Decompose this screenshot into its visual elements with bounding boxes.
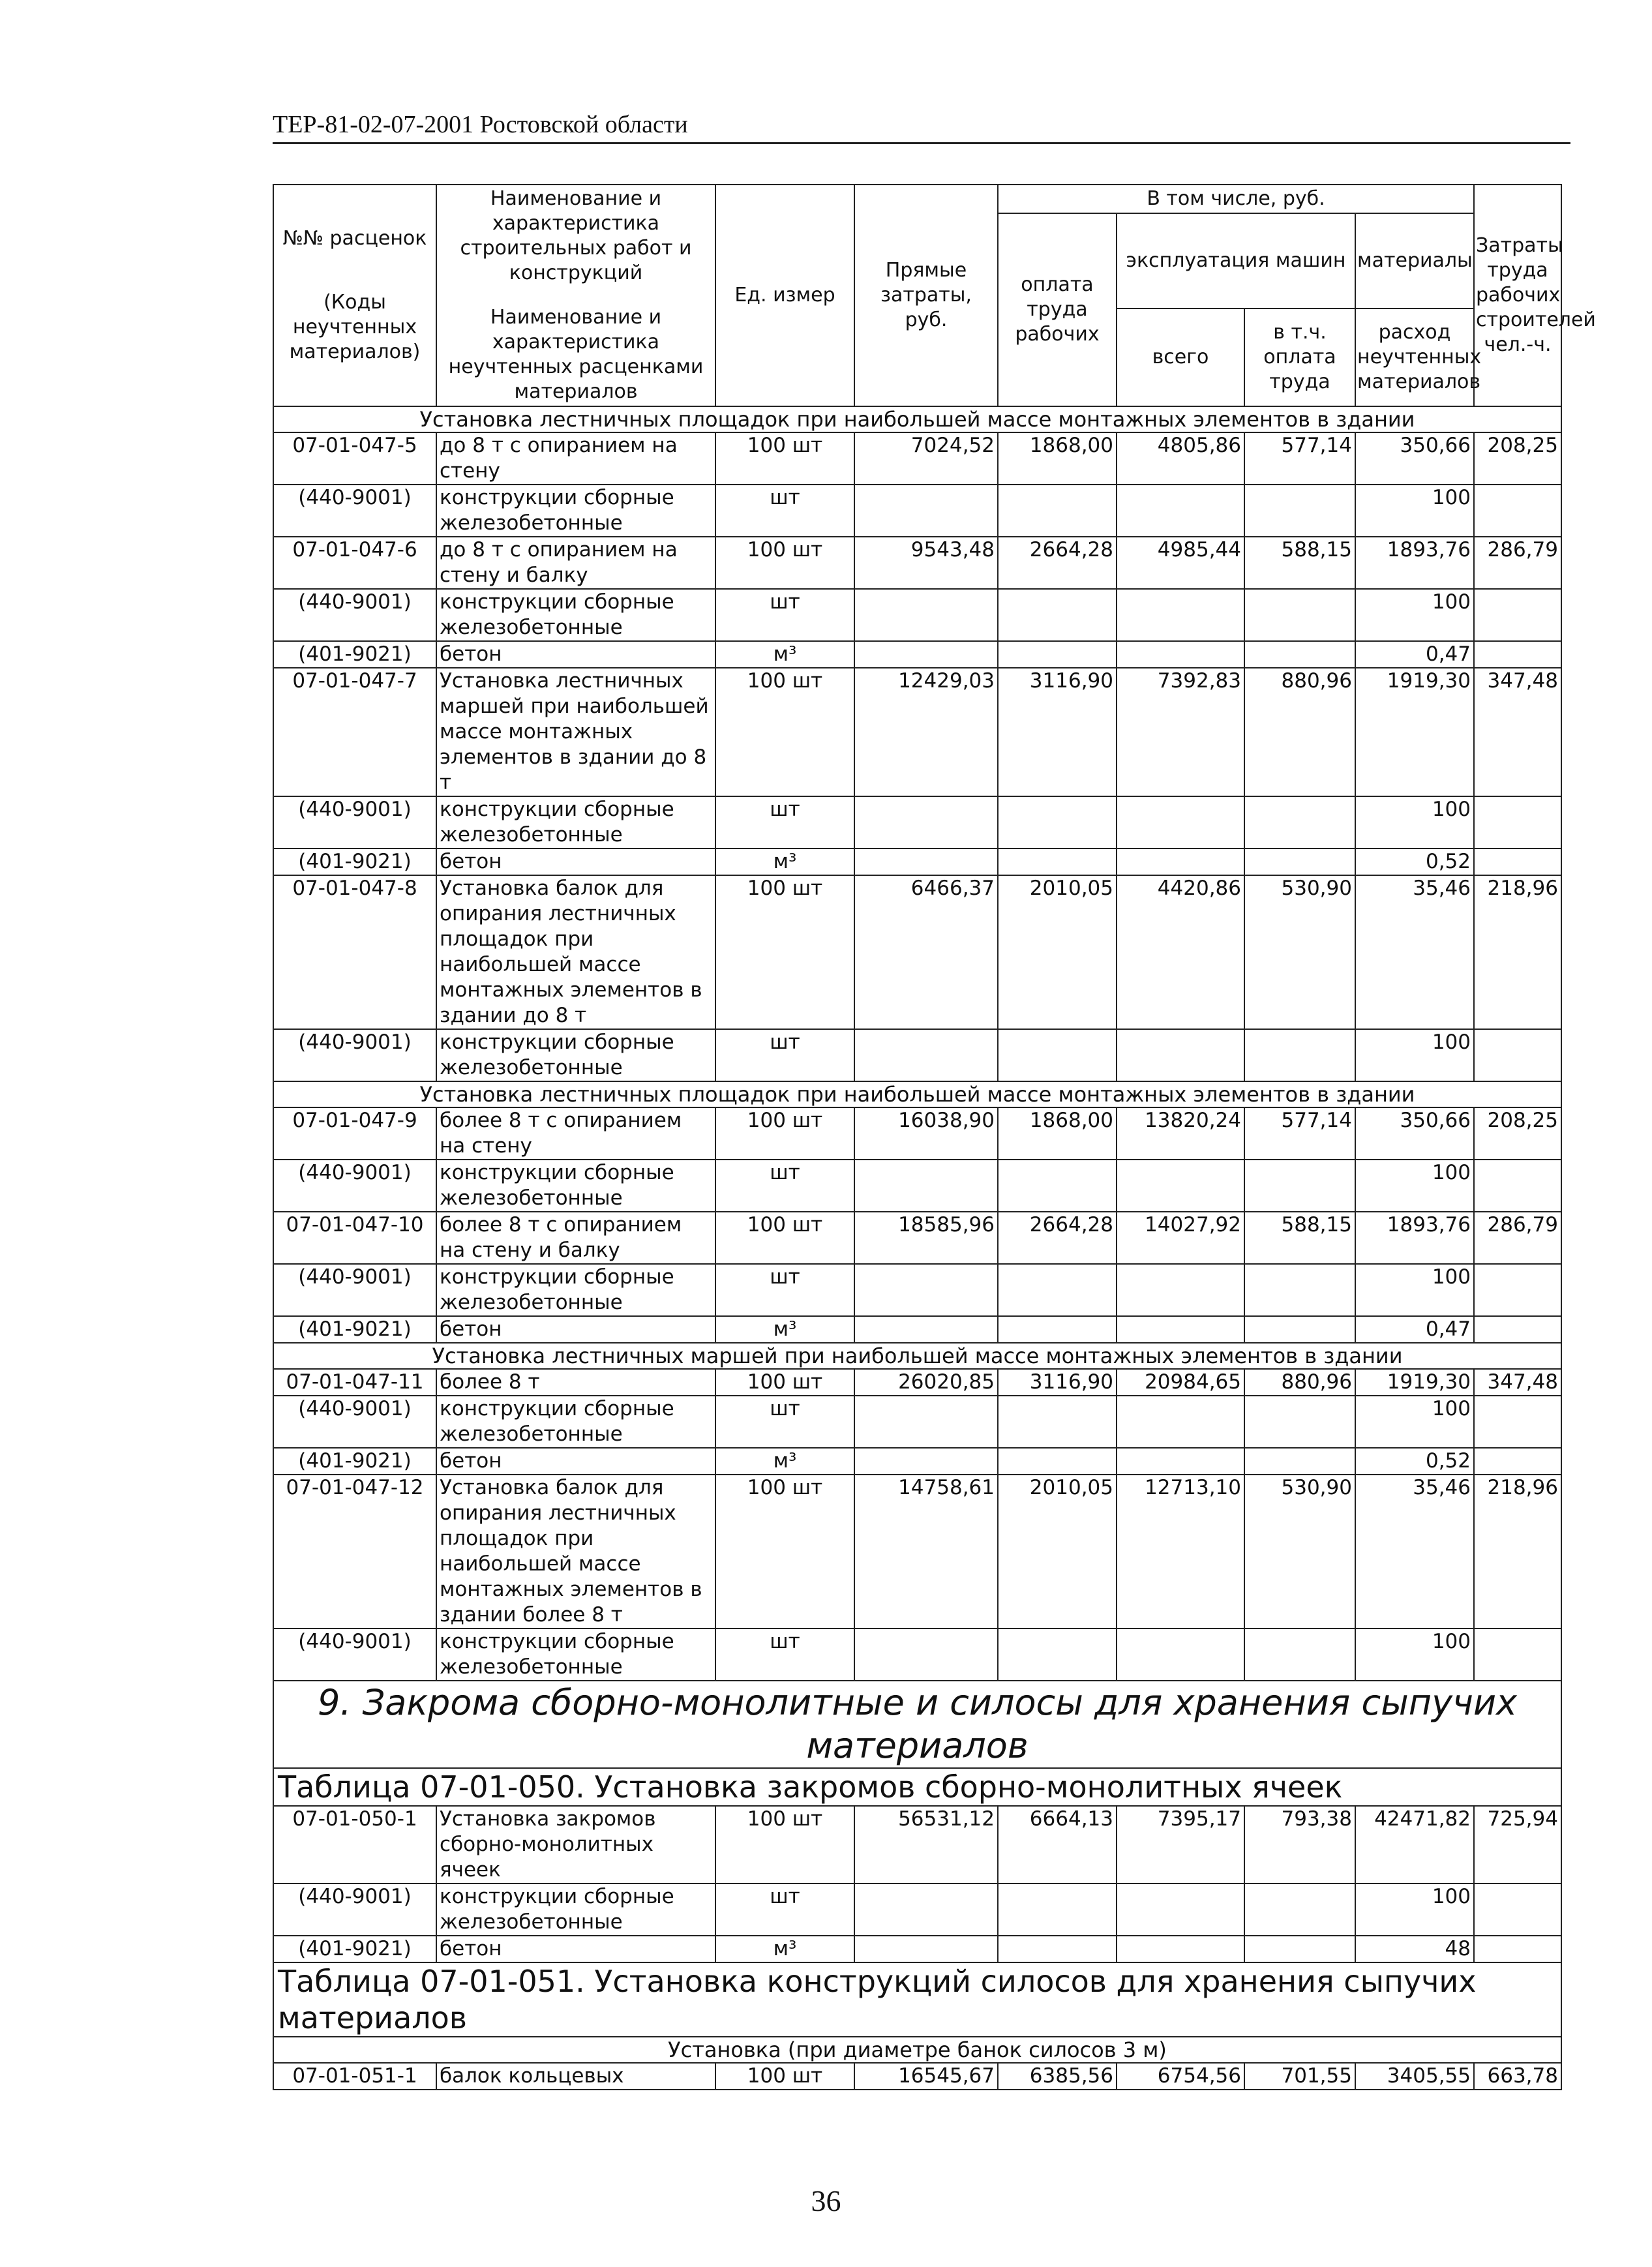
rate-code: 07-01-047-9 (273, 1107, 436, 1160)
material-qty: 100 (1355, 485, 1474, 537)
table-row (273, 1884, 1561, 1936)
table-row (273, 668, 1561, 796)
rate-code: 07-01-050-1 (273, 1806, 436, 1884)
rate-code: 07-01-047-6 (273, 537, 436, 589)
table-row (273, 432, 1561, 485)
material-unit: шт (715, 796, 854, 848)
group-title: Установка лестничных площадок при наибольшей массе монтажных элементов в здании (273, 1081, 1561, 1107)
rate-name: более 8 т с опиранием на стену (436, 1107, 715, 1160)
material-unit: шт (715, 1396, 854, 1448)
labor-pay: 3116,90 (998, 1369, 1117, 1396)
material-unit: шт (715, 589, 854, 641)
rate-name: Установка закромов сборно-монолитных ячеек (436, 1806, 715, 1884)
table-title-row (273, 1768, 1561, 1806)
material-code: (440-9001) (273, 1029, 436, 1081)
col-labor-header: Затраты труда рабочих строителей чел.-ч. (1474, 185, 1561, 406)
running-header: ТЕР-81-02-07-2001 Ростовской области (273, 110, 1570, 144)
labor-pay: 2010,05 (998, 875, 1117, 1029)
material-name: бетон (436, 1448, 715, 1475)
table-title-row (273, 1962, 1561, 2037)
table-row (273, 1029, 1561, 1081)
table-title: Таблица 07-01-050. Установка закромов сборно-монолитных ячеек (273, 1768, 1561, 1806)
materials-cost: 1919,30 (1355, 1369, 1474, 1396)
material-code: (440-9001) (273, 1884, 436, 1936)
materials-cost: 1893,76 (1355, 1212, 1474, 1264)
material-code: (401-9021) (273, 848, 436, 875)
rate-code: 07-01-047-5 (273, 432, 436, 485)
direct-cost: 7024,52 (854, 432, 998, 485)
material-code: (440-9001) (273, 589, 436, 641)
rate-name: Установка лестничных маршей при наибольшей массе монтажных элементов в здании до 8 т (436, 668, 715, 796)
material-qty: 100 (1355, 1884, 1474, 1936)
labor-pay: 1868,00 (998, 1107, 1117, 1160)
rate-unit: 100 шт (715, 1369, 854, 1396)
material-unit: шт (715, 1264, 854, 1316)
material-code: (440-9001) (273, 1264, 436, 1316)
col-code-header: №№ расценок (Коды неучтенных материалов) (273, 185, 436, 406)
material-name: бетон (436, 1936, 715, 1962)
direct-cost: 26020,85 (854, 1369, 998, 1396)
rate-unit: 100 шт (715, 1806, 854, 1884)
direct-cost: 56531,12 (854, 1806, 998, 1884)
material-unit: м³ (715, 641, 854, 668)
material-unit: шт (715, 1629, 854, 1681)
material-qty: 100 (1355, 1396, 1474, 1448)
rate-code: 07-01-047-8 (273, 875, 436, 1029)
labor-hours: 286,79 (1474, 1212, 1561, 1264)
table-row (273, 1264, 1561, 1316)
rate-name: до 8 т с опиранием на стену и балку (436, 537, 715, 589)
rate-name: балок кольцевых (436, 2063, 715, 2090)
labor-hours: 347,48 (1474, 668, 1561, 796)
materials-cost: 3405,55 (1355, 2063, 1474, 2090)
machines-total: 4985,44 (1117, 537, 1244, 589)
rate-code: 07-01-047-10 (273, 1212, 436, 1264)
material-name: конструкции сборные железобетонные (436, 1029, 715, 1081)
machines-total: 6754,56 (1117, 2063, 1244, 2090)
table-title: Таблица 07-01-051. Установка конструкций силосов для хранения сыпучих материалов (273, 1962, 1561, 2037)
table-row (273, 875, 1561, 1029)
material-code: (440-9001) (273, 1160, 436, 1212)
labor-hours: 218,96 (1474, 1475, 1561, 1629)
material-unit: м³ (715, 1936, 854, 1962)
material-name: конструкции сборные железобетонные (436, 1160, 715, 1212)
material-code: (401-9021) (273, 641, 436, 668)
labor-hours: 208,25 (1474, 1107, 1561, 1160)
rate-name: более 8 т с опиранием на стену и балку (436, 1212, 715, 1264)
direct-cost: 9543,48 (854, 537, 998, 589)
machines-total: 13820,24 (1117, 1107, 1244, 1160)
col-incl-header: В том числе, руб. (998, 185, 1474, 213)
direct-cost: 14758,61 (854, 1475, 998, 1629)
material-qty: 100 (1355, 1629, 1474, 1681)
direct-cost: 6466,37 (854, 875, 998, 1029)
direct-cost: 12429,03 (854, 668, 998, 796)
machines-total: 4420,86 (1117, 875, 1244, 1029)
material-unit: шт (715, 1029, 854, 1081)
labor-pay: 2664,28 (998, 1212, 1117, 1264)
table-row (273, 1160, 1561, 1212)
material-unit: м³ (715, 1316, 854, 1343)
table-row (273, 1369, 1561, 1396)
group-title: Установка лестничных маршей при наибольшей массе монтажных элементов в здании (273, 1343, 1561, 1369)
materials-cost: 1919,30 (1355, 668, 1474, 796)
direct-cost: 16545,67 (854, 2063, 998, 2090)
machines-total: 14027,92 (1117, 1212, 1244, 1264)
material-name: конструкции сборные железобетонные (436, 1884, 715, 1936)
machines-pay: 577,14 (1244, 1107, 1355, 1160)
rate-code: 07-01-047-12 (273, 1475, 436, 1629)
table-row (273, 641, 1561, 668)
direct-cost: 16038,90 (854, 1107, 998, 1160)
material-name: конструкции сборные железобетонные (436, 1629, 715, 1681)
col-pay-header: оплата труда рабочих (998, 213, 1117, 406)
material-qty: 100 (1355, 796, 1474, 848)
material-unit: м³ (715, 848, 854, 875)
labor-hours: 725,94 (1474, 1806, 1561, 1884)
materials-cost: 350,66 (1355, 432, 1474, 485)
col-direct-header: Прямые затраты, руб. (854, 185, 998, 406)
group-title: Установка (при диаметре банок силосов 3 м) (273, 2037, 1561, 2063)
rate-table (273, 184, 1596, 2090)
machines-pay: 701,55 (1244, 2063, 1355, 2090)
materials-cost: 350,66 (1355, 1107, 1474, 1160)
rate-name: до 8 т с опиранием на стену (436, 432, 715, 485)
col-machines-header: эксплуатация машин (1117, 213, 1355, 308)
table-row (273, 537, 1561, 589)
rate-name: Установка балок для опирания лестничных площадок при наибольшей массе монтажных элементов в здании более 8 т (436, 1475, 715, 1629)
material-name: конструкции сборные железобетонные (436, 1264, 715, 1316)
machines-pay: 588,15 (1244, 1212, 1355, 1264)
group-row (273, 1343, 1561, 1369)
material-name: бетон (436, 1316, 715, 1343)
labor-pay: 1868,00 (998, 432, 1117, 485)
table-row (273, 1212, 1561, 1264)
material-unit: шт (715, 1884, 854, 1936)
machines-pay: 577,14 (1244, 432, 1355, 485)
machines-pay: 530,90 (1244, 875, 1355, 1029)
col-name-header: Наименование и характеристика строительных работ и конструкций Наименование и характеристика неучтенных расценками материалов (436, 185, 715, 406)
col-mach-pay-header: в т.ч. оплата труда (1244, 308, 1355, 406)
table-row (273, 1107, 1561, 1160)
material-name: конструкции сборные железобетонные (436, 1396, 715, 1448)
group-row (273, 406, 1561, 432)
machines-total: 20984,65 (1117, 1369, 1244, 1396)
machines-pay: 793,38 (1244, 1806, 1355, 1884)
material-unit: м³ (715, 1448, 854, 1475)
table-row (273, 589, 1561, 641)
page-number: 36 (811, 2184, 841, 2217)
machines-total: 7395,17 (1117, 1806, 1244, 1884)
rate-code: 07-01-047-7 (273, 668, 436, 796)
material-qty: 0,47 (1355, 1316, 1474, 1343)
rate-unit: 100 шт (715, 1475, 854, 1629)
machines-total: 12713,10 (1117, 1475, 1244, 1629)
labor-pay: 2664,28 (998, 537, 1117, 589)
direct-cost: 18585,96 (854, 1212, 998, 1264)
section-title: 9. Закрома сборно-монолитные и силосы для хранения сыпучих материалов (273, 1681, 1561, 1768)
labor-hours: 286,79 (1474, 537, 1561, 589)
col-mach-total-header: всего (1117, 308, 1244, 406)
machines-total: 7392,83 (1117, 668, 1244, 796)
labor-pay: 6664,13 (998, 1806, 1117, 1884)
labor-pay: 6385,56 (998, 2063, 1117, 2090)
group-row (273, 2037, 1561, 2063)
material-qty: 0,52 (1355, 1448, 1474, 1475)
group-title: Установка лестничных площадок при наибольшей массе монтажных элементов в здании (273, 406, 1561, 432)
material-name: конструкции сборные железобетонные (436, 589, 715, 641)
material-name: конструкции сборные железобетонные (436, 796, 715, 848)
rate-unit: 100 шт (715, 2063, 854, 2090)
material-qty: 0,52 (1355, 848, 1474, 875)
rate-name: более 8 т (436, 1369, 715, 1396)
table-row (273, 848, 1561, 875)
labor-hours: 347,48 (1474, 1369, 1561, 1396)
rate-unit: 100 шт (715, 1212, 854, 1264)
labor-hours: 208,25 (1474, 432, 1561, 485)
material-code: (440-9001) (273, 1629, 436, 1681)
rate-unit: 100 шт (715, 668, 854, 796)
material-code: (401-9021) (273, 1448, 436, 1475)
table-row (273, 1475, 1561, 1629)
labor-pay: 2010,05 (998, 1475, 1117, 1629)
labor-pay: 3116,90 (998, 668, 1117, 796)
material-qty: 100 (1355, 589, 1474, 641)
rate-unit: 100 шт (715, 1107, 854, 1160)
table-row (273, 1936, 1561, 1962)
material-code: (440-9001) (273, 1396, 436, 1448)
table-row (273, 1806, 1561, 1884)
rate-code: 07-01-051-1 (273, 2063, 436, 2090)
labor-hours: 218,96 (1474, 875, 1561, 1029)
material-qty: 100 (1355, 1264, 1474, 1316)
rate-unit: 100 шт (715, 875, 854, 1029)
table-row (273, 485, 1561, 537)
material-code: (401-9021) (273, 1936, 436, 1962)
material-code: (401-9021) (273, 1316, 436, 1343)
material-code: (440-9001) (273, 796, 436, 848)
materials-cost: 42471,82 (1355, 1806, 1474, 1884)
materials-cost: 35,46 (1355, 875, 1474, 1029)
table-row (273, 2063, 1561, 2090)
group-row (273, 1081, 1561, 1107)
table-row (273, 796, 1561, 848)
machines-pay: 530,90 (1244, 1475, 1355, 1629)
material-unit: шт (715, 1160, 854, 1212)
labor-hours: 663,78 (1474, 2063, 1561, 2090)
material-qty: 100 (1355, 1029, 1474, 1081)
material-qty: 48 (1355, 1936, 1474, 1962)
materials-cost: 1893,76 (1355, 537, 1474, 589)
machines-pay: 880,96 (1244, 1369, 1355, 1396)
col-materials-header: материалы (1355, 213, 1474, 308)
material-name: бетон (436, 848, 715, 875)
material-name: конструкции сборные железобетонные (436, 485, 715, 537)
materials-cost: 35,46 (1355, 1475, 1474, 1629)
machines-pay: 880,96 (1244, 668, 1355, 796)
material-qty: 0,47 (1355, 641, 1474, 668)
machines-pay: 588,15 (1244, 537, 1355, 589)
material-qty: 100 (1355, 1160, 1474, 1212)
rate-code: 07-01-047-11 (273, 1369, 436, 1396)
rate-unit: 100 шт (715, 432, 854, 485)
material-unit: шт (715, 485, 854, 537)
material-name: бетон (436, 641, 715, 668)
machines-total: 4805,86 (1117, 432, 1244, 485)
table-row (273, 1396, 1561, 1448)
rate-unit: 100 шт (715, 537, 854, 589)
section-row (273, 1681, 1561, 1768)
material-code: (440-9001) (273, 485, 436, 537)
table-row (273, 1629, 1561, 1681)
col-unit-header: Ед. измер (715, 185, 854, 406)
table-row (273, 1316, 1561, 1343)
rate-name: Установка балок для опирания лестничных площадок при наибольшей массе монтажных элементов в здании до 8 т (436, 875, 715, 1029)
table-row (273, 1448, 1561, 1475)
col-mat-sub-header: расход неучтенных материалов (1355, 308, 1474, 406)
